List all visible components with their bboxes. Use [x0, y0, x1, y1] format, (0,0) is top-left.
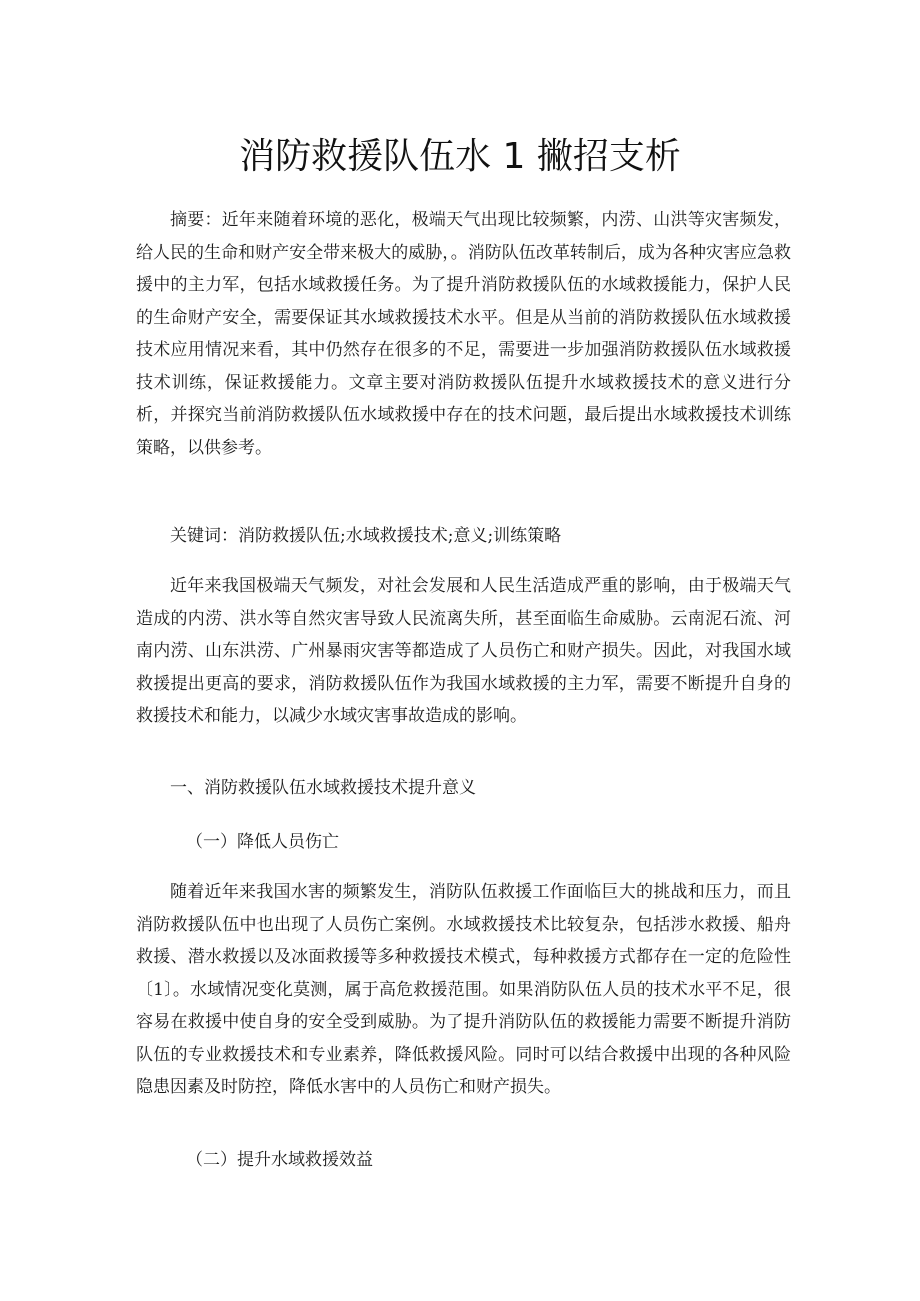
subsection-1-paragraph: 随着近年来我国水害的频繁发生，消防队伍救援工作面临巨大的挑战和压力，而且消防救援队伍中也出现了人员伤亡案例。水域救援技术比较复杂，包括涉水救援、船舟救援、潜水救援以及冰面救援等多种救援技术模式，每种救援方式都存在一定的危险性〔1〕。水域情况变化莫测，属于高危救援范围。如果消防队伍人员的技术水平不足，很容易在救援中使自身的安全受到威胁。为了提升消防队伍的救援能力需要不断提升消防队伍的专业救援技术和专业素养，降低救援风险。同时可以结合救援中出现的各种风险隐患因素及时防控，降低水害中的人员伤亡和财产损失。 [136, 882, 791, 1097]
abstract-paragraph: 摘要：近年来随着环境的恶化，极端天气出现比较频繁，内涝、山洪等灾害频发，给人民的生命和财产安全带来极大的威胁，。消防队伍改革转制后，成为各种灾害应急救援中的主力军，包括水域救援任务。为了提升消防救援队伍的水域救援能力，保护人民的生命财产安全，需要保证其水域救援技术水平。但是从当前的消防救援队伍水域救援技术应用情况来看，其中仍然存在很多的不足，需要进一步加强消防救援队伍水域救援技术训练，保证救援能力。文章主要对消防救援队伍提升水域救援技术的意义进行分析，并探究当前消防救援队伍水域救援中存在的技术问题，最后提出水域救援技术训练策略，以供参考。 [136, 210, 791, 458]
keywords-line: 关键词：消防救援队伍;水域救援技术;意义;训练策略 [170, 526, 562, 546]
subsection-1-heading: （一）降低人员伤亡 [186, 832, 339, 852]
subsection-2-heading: （二）提升水域救援效益 [186, 1150, 373, 1170]
intro-paragraph: 近年来我国极端天气频发，对社会发展和人民生活造成严重的影响，由于极端天气造成的内涝、洪水等自然灾害导致人民流离失所，甚至面临生命威胁。云南泥石流、河南内涝、山东洪涝、广州暴雨灾害等都造成了人员伤亡和财产损失。因此，对我国水域救援提出更高的要求，消防救援队伍作为我国水域救援的主力军，需要不断提升自身的救援技术和能力，以减少水域灾害事故造成的影响。 [136, 576, 791, 726]
section-1-heading: 一、消防救援队伍水域救援技术提升意义 [170, 778, 476, 798]
document-title: 消防救援队伍水 1 撇招支析 [239, 136, 681, 177]
